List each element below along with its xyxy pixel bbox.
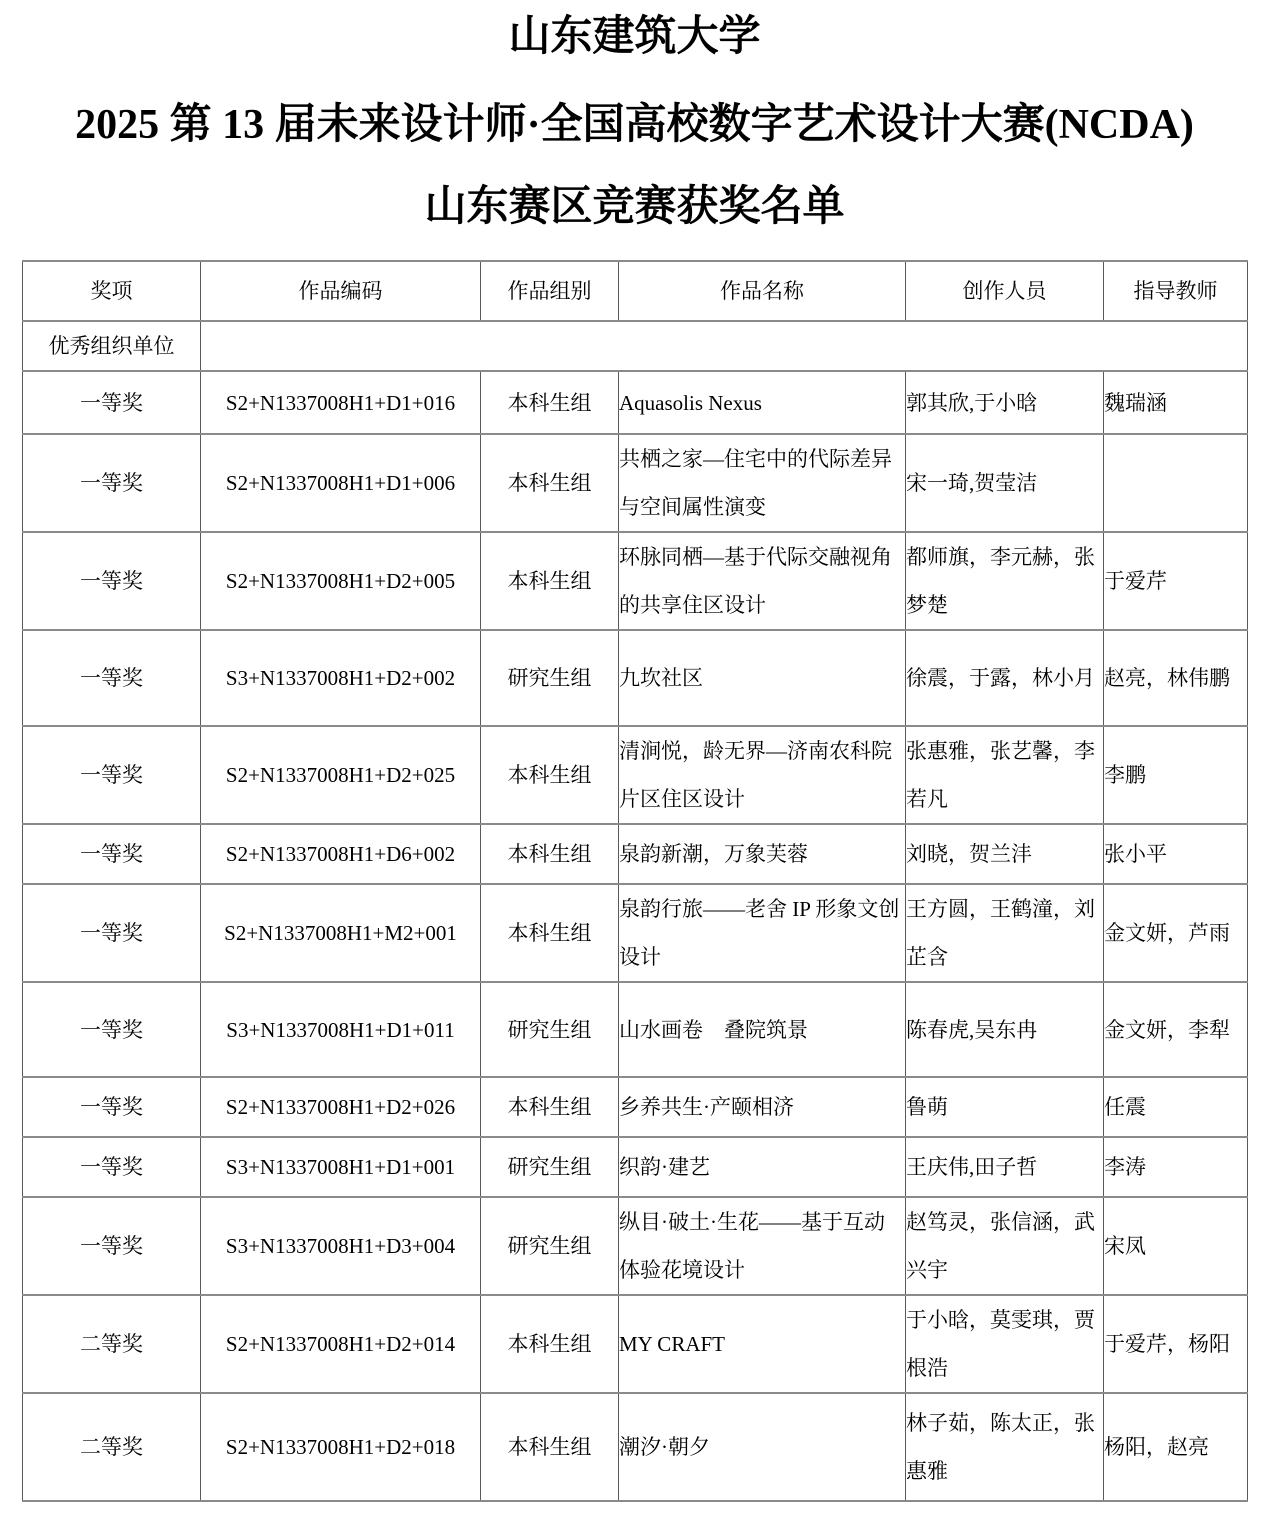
advisors-cell: 赵亮，林伟鹏 bbox=[1104, 630, 1248, 726]
subtitle-award-list: 山东赛区竞赛获奖名单 bbox=[424, 184, 845, 230]
advisors-cell: 李鹏 bbox=[1104, 726, 1248, 824]
award-cell: 一等奖 bbox=[23, 1197, 201, 1295]
creators-cell: 鲁萌 bbox=[906, 1077, 1104, 1137]
group-cell: 本科生组 bbox=[481, 371, 619, 434]
award-cell: 一等奖 bbox=[23, 726, 201, 824]
org-unit-label-cell: 优秀组织单位 bbox=[23, 321, 201, 371]
group-cell: 研究生组 bbox=[481, 1197, 619, 1295]
col-header-advisors: 指导教师 bbox=[1104, 261, 1248, 321]
name-cell: 泉韵行旅——老舍 IP 形象文创设计 bbox=[619, 884, 906, 982]
col-header-award: 奖项 bbox=[23, 261, 201, 321]
creators-cell: 宋一琦,贺莹洁 bbox=[906, 434, 1104, 532]
advisors-cell: 于爱芹，杨阳 bbox=[1104, 1295, 1248, 1393]
table-row bbox=[23, 371, 1248, 434]
name-cell: 泉韵新潮，万象芙蓉 bbox=[619, 824, 906, 884]
awards-table bbox=[22, 260, 1248, 1502]
table-row bbox=[23, 1197, 1248, 1295]
creators-cell: 王方圆，王鹤潼，刘芷含 bbox=[906, 884, 1104, 982]
name-cell: 纵目·破土·生花——基于互动体验花境设计 bbox=[619, 1197, 906, 1295]
name-cell: Aquasolis Nexus bbox=[619, 371, 906, 434]
code-cell: S2+N1337008H1+D2+014 bbox=[201, 1295, 481, 1393]
group-cell: 本科生组 bbox=[481, 532, 619, 630]
code-cell: S3+N1337008H1+D2+002 bbox=[201, 630, 481, 726]
col-header-name: 作品名称 bbox=[619, 261, 906, 321]
header-row bbox=[23, 261, 1248, 321]
name-cell: 九坎社区 bbox=[619, 630, 906, 726]
page-title: 山东建筑大学 bbox=[508, 14, 761, 60]
advisors-cell: 杨阳，赵亮 bbox=[1104, 1393, 1248, 1501]
award-cell: 二等奖 bbox=[23, 1393, 201, 1501]
advisors-cell: 任震 bbox=[1104, 1077, 1248, 1137]
code-cell: S2+N1337008H1+D2+025 bbox=[201, 726, 481, 824]
creators-cell: 林子茹，陈太正，张惠雅 bbox=[906, 1393, 1104, 1501]
table-row bbox=[23, 982, 1248, 1077]
advisors-cell: 于爱芹 bbox=[1104, 532, 1248, 630]
creators-cell: 于小晗，莫雯琪，贾根浩 bbox=[906, 1295, 1104, 1393]
name-cell: 共栖之家—住宅中的代际差异与空间属性演变 bbox=[619, 434, 906, 532]
group-cell: 本科生组 bbox=[481, 824, 619, 884]
code-cell: S3+N1337008H1+D1+001 bbox=[201, 1137, 481, 1197]
advisors-cell: 金文妍，芦雨 bbox=[1104, 884, 1248, 982]
award-cell: 一等奖 bbox=[23, 884, 201, 982]
award-cell: 一等奖 bbox=[23, 1077, 201, 1137]
group-cell: 本科生组 bbox=[481, 884, 619, 982]
creators-cell: 刘晓，贺兰沣 bbox=[906, 824, 1104, 884]
subtitle-competition: 2025 第 13 届未来设计师·全国高校数字艺术设计大赛(NCDA) bbox=[75, 102, 1194, 148]
col-header-group: 作品组别 bbox=[481, 261, 619, 321]
creators-cell: 徐震，于露，林小月 bbox=[906, 630, 1104, 726]
group-cell: 研究生组 bbox=[481, 1137, 619, 1197]
table-row bbox=[23, 884, 1248, 982]
creators-cell: 陈春虎,吴东冉 bbox=[906, 982, 1104, 1077]
table-row bbox=[23, 726, 1248, 824]
award-cell: 一等奖 bbox=[23, 630, 201, 726]
creators-cell: 张惠雅，张艺馨，李若凡 bbox=[906, 726, 1104, 824]
award-cell: 一等奖 bbox=[23, 532, 201, 630]
advisors-cell: 张小平 bbox=[1104, 824, 1248, 884]
group-cell: 本科生组 bbox=[481, 1393, 619, 1501]
name-cell: 山水画卷 叠院筑景 bbox=[619, 982, 906, 1077]
col-header-code: 作品编码 bbox=[201, 261, 481, 321]
code-cell: S2+N1337008H1+M2+001 bbox=[201, 884, 481, 982]
advisors-cell: 金文妍，李犁 bbox=[1104, 982, 1248, 1077]
group-cell: 研究生组 bbox=[481, 982, 619, 1077]
creators-cell: 郭其欣,于小晗 bbox=[906, 371, 1104, 434]
table-row bbox=[23, 434, 1248, 532]
group-cell: 本科生组 bbox=[481, 1077, 619, 1137]
name-cell: 环脉同栖—基于代际交融视角的共享住区设计 bbox=[619, 532, 906, 630]
table-row bbox=[23, 1295, 1248, 1393]
code-cell: S2+N1337008H1+D2+005 bbox=[201, 532, 481, 630]
advisors-cell: 魏瑞涵 bbox=[1104, 371, 1248, 434]
table-row bbox=[23, 1137, 1248, 1197]
code-cell: S2+N1337008H1+D2+026 bbox=[201, 1077, 481, 1137]
table-row bbox=[23, 824, 1248, 884]
name-cell: 潮汐·朝夕 bbox=[619, 1393, 906, 1501]
table-row bbox=[23, 630, 1248, 726]
name-cell: 清涧悦，龄无界—济南农科院片区住区设计 bbox=[619, 726, 906, 824]
code-cell: S2+N1337008H1+D1+016 bbox=[201, 371, 481, 434]
group-cell: 本科生组 bbox=[481, 1295, 619, 1393]
award-cell: 一等奖 bbox=[23, 371, 201, 434]
table-row bbox=[23, 1077, 1248, 1137]
award-cell: 一等奖 bbox=[23, 434, 201, 532]
award-cell: 一等奖 bbox=[23, 824, 201, 884]
creators-cell: 都师旗，李元赫，张梦楚 bbox=[906, 532, 1104, 630]
name-cell: 织韵·建艺 bbox=[619, 1137, 906, 1197]
table-row bbox=[23, 532, 1248, 630]
creators-cell: 赵笃灵，张信涵，武兴宇 bbox=[906, 1197, 1104, 1295]
code-cell: S2+N1337008H1+D6+002 bbox=[201, 824, 481, 884]
name-cell: 乡养共生·产颐相济 bbox=[619, 1077, 906, 1137]
creators-cell: 王庆伟,田子哲 bbox=[906, 1137, 1104, 1197]
name-cell: MY CRAFT bbox=[619, 1295, 906, 1393]
advisors-cell: 李涛 bbox=[1104, 1137, 1248, 1197]
award-cell: 一等奖 bbox=[23, 1137, 201, 1197]
award-cell: 一等奖 bbox=[23, 982, 201, 1077]
code-cell: S2+N1337008H1+D1+006 bbox=[201, 434, 481, 532]
advisors-cell: 宋凤 bbox=[1104, 1197, 1248, 1295]
award-cell: 二等奖 bbox=[23, 1295, 201, 1393]
code-cell: S3+N1337008H1+D3+004 bbox=[201, 1197, 481, 1295]
code-cell: S2+N1337008H1+D2+018 bbox=[201, 1393, 481, 1501]
advisors-cell bbox=[1104, 434, 1248, 532]
org-unit-empty-cell bbox=[201, 321, 1248, 371]
group-cell: 研究生组 bbox=[481, 630, 619, 726]
group-cell: 本科生组 bbox=[481, 434, 619, 532]
group-cell: 本科生组 bbox=[481, 726, 619, 824]
org-unit-row bbox=[23, 321, 1248, 371]
col-header-creators: 创作人员 bbox=[906, 261, 1104, 321]
code-cell: S3+N1337008H1+D1+011 bbox=[201, 982, 481, 1077]
table-row bbox=[23, 1393, 1248, 1501]
